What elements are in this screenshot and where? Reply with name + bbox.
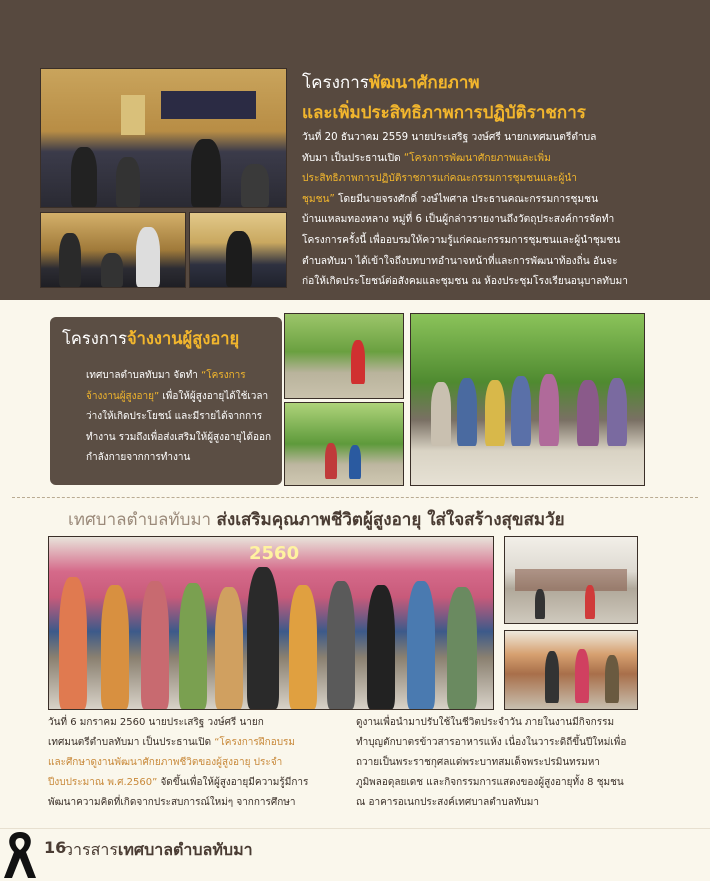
body-text: ถวายเป็นพระราชกุศลแด่พระบาทสมเด็จพระปรมินทรมหา <box>356 757 600 768</box>
highlighted-text: “โครงการฝึกอบรม <box>214 737 296 748</box>
section-divider <box>12 497 698 498</box>
highlighted-text: “โครงการ <box>201 370 246 381</box>
body-text: เทศมนตรีตำบลทับมา เป็นประธานเปิด <box>48 737 215 748</box>
text-line <box>48 733 340 753</box>
mourning-ribbon-icon <box>0 828 40 880</box>
body-text: วันที่ 20 ธันวาคม 2559 นายประเสริฐ วงษ์ศรี นายกเทศมนตรีตำบล <box>302 132 597 143</box>
body-text: พัฒนาความคิดที่เกิดจากประสบการณ์ใหม่ๆ จากการศึกษา <box>48 797 296 808</box>
photo-elderly-performance <box>504 630 638 710</box>
text-line <box>302 149 698 170</box>
text-line <box>356 793 646 813</box>
text-line <box>86 387 276 408</box>
page-number: 16 <box>44 838 67 857</box>
body-text: ทำงาน รวมถึงเพื่อส่งเสริมให้ผู้สูงอายุได้ออก <box>86 431 272 443</box>
body-text: ดูงานเพื่อนำมาปรับใช้ในชีวิตประจำวัน ภายในงานมีกิจกรรม <box>356 717 615 728</box>
body-text: เพื่อให้ผู้สูงอายุได้ใช้เวลา <box>159 390 269 402</box>
highlighted-text: ประสิทธิภาพการปฏิบัติราชการแก่คณะกรรมการชุมชนและผู้นำ <box>302 173 578 185</box>
photo-seminar-stage <box>40 68 287 208</box>
text-line <box>356 773 646 793</box>
body-text: ว่างให้เกิดประโยชน์ และมีรายได้จากการ <box>86 411 263 422</box>
photo-elderly-workers-group <box>410 313 645 486</box>
text-line <box>86 366 276 387</box>
body-text: ณ อาคารอเนกประสงค์เทศบาลตำบลทับมา <box>356 797 540 808</box>
section3-title: เทศบาลตำบลทับมา ส่งเสริมคุณภาพชีวิตผู้สูงอายุ ใส่ใจสร้างสุขสมวัย <box>68 510 565 530</box>
body-text: ทับมา เป็นประธานเปิด <box>302 152 404 164</box>
photo-elderly-group-event <box>48 536 494 710</box>
section2-body <box>86 366 276 469</box>
text-line <box>356 713 646 733</box>
photo-seminar-audience <box>40 212 186 288</box>
body-text: เทศบาลตำบลทับมา จัดทำ <box>86 370 202 381</box>
text-line <box>302 231 698 252</box>
body-text: โครงการครั้งนี้ เพื่ออบรมให้ความรู้แก่คณะกรรมการชุมชนและผู้นำชุมชน <box>302 234 621 246</box>
highlighted-text: “โครงการพัฒนาศักยภาพและเพิ่ม <box>403 152 551 164</box>
text-line <box>302 128 698 149</box>
section1-body <box>302 128 698 293</box>
body-text: ทำบุญตักบาตรข้าวสารอาหารแห้ง เนื่องในวาระดิถีขึ้นปีใหม่เพื่อ <box>356 737 627 748</box>
text-line <box>302 210 698 231</box>
text-line <box>302 169 698 190</box>
event-banner-year: 2560 <box>249 543 300 564</box>
highlighted-text: และศึกษาดูงานพัฒนาศักยภาพชีวิตของผู้สูงอายุ ประจำ <box>48 757 283 768</box>
text-line <box>302 190 698 211</box>
text-line <box>48 773 340 793</box>
body-text: โดยมีนายจรงศักดิ์ วงษ์ไพศาล ประธานคณะกรรมการชุมชน <box>334 193 599 205</box>
text-line <box>86 448 276 469</box>
photo-elderly-activity-hall <box>504 536 638 624</box>
text-line <box>48 793 340 813</box>
photo-seminar-speaker <box>189 212 287 288</box>
magazine-name: วารสารเทศบาลตำบลทับมา <box>64 840 253 859</box>
highlighted-text: ปีงบประมาณ พ.ศ.2560” <box>48 777 158 788</box>
body-text: ภูมิพลอดุลยเดช และกิจกรรมการแสดงของผู้สูงอายุทั้ง 8 ชุมชน <box>356 777 624 788</box>
section2-title: โครงการจ้างงานผู้สูงอายุ <box>62 329 240 348</box>
highlighted-text: ชุมชน” <box>302 193 335 205</box>
body-text: กำลังกายจากการทำงาน <box>86 452 191 463</box>
body-text: ก่อให้เกิดประโยชน์ต่อสังคมและชุมชน ณ ห้องประชุมโรงเรียนอนุบาลทับมา <box>302 276 628 288</box>
photo-elderly-cleaning <box>284 402 404 486</box>
photo-elderly-sweeping <box>284 313 404 399</box>
body-text: บ้านแหลมทองหลาง หมู่ที่ 6 เป็นผู้กล่าวรายงานถึงวัตถุประสงค์การจัดทำ <box>302 214 615 226</box>
section3-body-col1 <box>48 713 340 813</box>
section3-body-col2 <box>356 713 646 813</box>
text-line <box>356 753 646 773</box>
text-line <box>302 272 698 293</box>
text-line <box>86 407 276 428</box>
text-line <box>48 753 340 773</box>
highlighted-text: จ้างงานผู้สูงอายุ” <box>86 390 160 402</box>
body-text: จัดขึ้นเพื่อให้ผู้สูงอายุมีความรู้มีการ <box>157 777 309 788</box>
text-line <box>86 428 276 449</box>
text-line <box>302 252 698 273</box>
text-line <box>356 733 646 753</box>
text-line <box>48 713 340 733</box>
body-text: ตำบลทับมา ได้เข้าใจถึงบทบาทอำนาจหน้าที่และการพัฒนาท้องถิ่น อันจะ <box>302 255 618 267</box>
section1-title: โครงการพัฒนาศักยภาพ และเพิ่มประสิทธิภาพการปฏิบัติราชการ <box>302 73 586 123</box>
body-text: วันที่ 6 มกราคม 2560 นายประเสริฐ วงษ์ศรี นายก <box>48 717 264 728</box>
